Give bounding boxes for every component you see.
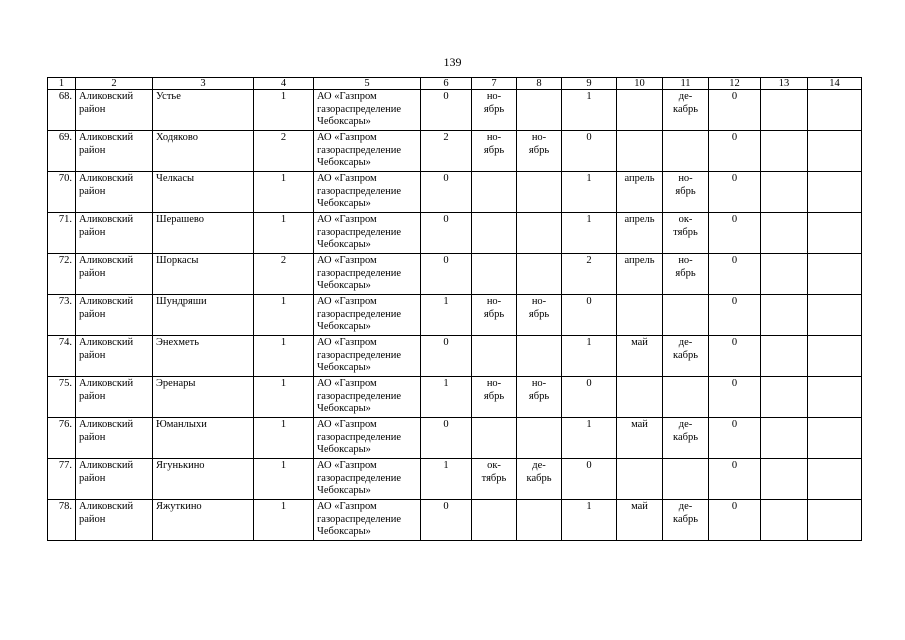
- col9-cell: 0: [562, 131, 617, 172]
- col11-month-cell-line: но-: [678, 173, 693, 184]
- col11-month-cell-line: кабрь: [673, 349, 698, 361]
- table-row: [48, 418, 862, 459]
- column-number-header: 12: [709, 78, 761, 90]
- col7-month-cell: [472, 213, 517, 254]
- col13-cell: [761, 500, 808, 541]
- settlement-cell: Ходяково: [153, 131, 254, 172]
- col12-cell: 0: [709, 500, 761, 541]
- column-number-header: 4: [254, 78, 314, 90]
- col8-month-cell: [517, 213, 562, 254]
- col11-month-cell-line: де-: [678, 337, 693, 348]
- column-number-header: 8: [517, 78, 562, 90]
- col10-month-cell: [617, 377, 663, 418]
- organization-cell: АО «Газпром газораспределение Чебоксары»: [314, 131, 421, 172]
- district-cell: Аликовский район: [76, 336, 153, 377]
- col8-month-cell-line: но-: [531, 296, 547, 307]
- organization-cell: АО «Газпром газораспределение Чебоксары»: [314, 377, 421, 418]
- settlement-cell: Челкасы: [153, 172, 254, 213]
- col4-cell: 1: [254, 500, 314, 541]
- col13-cell: [761, 377, 808, 418]
- col11-month-cell-line: де-: [678, 501, 693, 512]
- col13-cell: [761, 295, 808, 336]
- col11-month-cell-line: но-: [678, 255, 693, 266]
- col6-cell: 2: [421, 131, 472, 172]
- col7-month-cell: [472, 336, 517, 377]
- col7-month-cell-line: ябрь: [483, 390, 505, 402]
- col9-cell: 0: [562, 459, 617, 500]
- settlement-cell: Энехметь: [153, 336, 254, 377]
- col8-month-cell: [517, 377, 562, 418]
- col6-cell: 0: [421, 336, 472, 377]
- col11-month-cell-line: де-: [678, 91, 693, 102]
- col8-month-cell-line: ябрь: [528, 308, 550, 320]
- col6-cell: 1: [421, 295, 472, 336]
- row-number: 74.: [48, 336, 76, 377]
- col6-cell: 1: [421, 459, 472, 500]
- column-number-header: 3: [153, 78, 254, 90]
- col12-cell: 0: [709, 377, 761, 418]
- col14-cell: [808, 172, 862, 213]
- column-number-header: 6: [421, 78, 472, 90]
- organization-cell: АО «Газпром газораспределение Чебоксары»: [314, 90, 421, 131]
- col14-cell: [808, 90, 862, 131]
- col4-cell: 1: [254, 213, 314, 254]
- col10-month-cell: [617, 131, 663, 172]
- column-number-header: 7: [472, 78, 517, 90]
- col14-cell: [808, 295, 862, 336]
- col13-cell: [761, 336, 808, 377]
- table-row: [48, 295, 862, 336]
- col7-month-cell: [472, 131, 517, 172]
- row-number: 76.: [48, 418, 76, 459]
- settlement-cell: Шундряши: [153, 295, 254, 336]
- col7-month-cell-line: но-: [486, 132, 502, 143]
- col4-cell: 1: [254, 459, 314, 500]
- table-row: [48, 90, 862, 131]
- col11-month-cell: [663, 336, 709, 377]
- col8-month-cell-line: но-: [531, 132, 547, 143]
- organization-cell: АО «Газпром газораспределение Чебоксары»: [314, 254, 421, 295]
- district-cell: Аликовский район: [76, 213, 153, 254]
- col11-month-cell-line: де-: [678, 419, 693, 430]
- organization-cell: АО «Газпром газораспределение Чебоксары»: [314, 172, 421, 213]
- district-cell: Аликовский район: [76, 459, 153, 500]
- col12-cell: 0: [709, 172, 761, 213]
- col8-month-cell-line: ябрь: [528, 144, 550, 156]
- col7-month-cell-line: ок-: [487, 460, 501, 471]
- col14-cell: [808, 418, 862, 459]
- table-body: [48, 90, 862, 541]
- col6-cell: 1: [421, 377, 472, 418]
- table-row: [48, 254, 862, 295]
- col10-month-cell: [617, 295, 663, 336]
- column-number-header: 1: [48, 78, 76, 90]
- col4-cell: 1: [254, 90, 314, 131]
- column-number-header: 2: [76, 78, 153, 90]
- table-row: [48, 377, 862, 418]
- col12-cell: 0: [709, 295, 761, 336]
- col10-month-cell: [617, 459, 663, 500]
- col8-month-cell: [517, 131, 562, 172]
- col8-month-cell: [517, 90, 562, 131]
- district-cell: Аликовский район: [76, 418, 153, 459]
- col4-cell: 2: [254, 131, 314, 172]
- col11-month-cell-line: кабрь: [673, 431, 698, 443]
- col10-month-cell: апрель: [617, 213, 663, 254]
- col8-month-cell-line: ябрь: [528, 390, 550, 402]
- gasification-table: [47, 77, 862, 541]
- col10-month-cell: май: [617, 500, 663, 541]
- col6-cell: 0: [421, 418, 472, 459]
- column-number-header: 13: [761, 78, 808, 90]
- settlement-cell: Шерашево: [153, 213, 254, 254]
- row-number: 73.: [48, 295, 76, 336]
- col12-cell: 0: [709, 418, 761, 459]
- col4-cell: 1: [254, 172, 314, 213]
- col14-cell: [808, 459, 862, 500]
- col7-month-cell: [472, 172, 517, 213]
- col13-cell: [761, 213, 808, 254]
- col14-cell: [808, 213, 862, 254]
- col14-cell: [808, 336, 862, 377]
- row-number: 77.: [48, 459, 76, 500]
- column-number-header: 14: [808, 78, 862, 90]
- col9-cell: 0: [562, 377, 617, 418]
- col10-month-cell: май: [617, 336, 663, 377]
- column-number-header: 11: [663, 78, 709, 90]
- col11-month-cell: [663, 131, 709, 172]
- table-row: [48, 172, 862, 213]
- col7-month-cell-line: тябрь: [481, 472, 507, 484]
- page-number: 139: [443, 55, 462, 69]
- table-row: [48, 500, 862, 541]
- col12-cell: 0: [709, 336, 761, 377]
- col13-cell: [761, 459, 808, 500]
- settlement-cell: Устье: [153, 90, 254, 131]
- settlement-cell: Эренары: [153, 377, 254, 418]
- settlement-cell: Юманлыхи: [153, 418, 254, 459]
- col8-month-cell: [517, 500, 562, 541]
- col8-month-cell-line: де-: [532, 460, 546, 471]
- table-row: [48, 459, 862, 500]
- col8-month-cell: [517, 418, 562, 459]
- col8-month-cell: [517, 295, 562, 336]
- column-number-header: 9: [562, 78, 617, 90]
- col11-month-cell: [663, 500, 709, 541]
- col14-cell: [808, 377, 862, 418]
- col7-month-cell-line: но-: [486, 296, 502, 307]
- row-number: 78.: [48, 500, 76, 541]
- col6-cell: 0: [421, 90, 472, 131]
- col7-month-cell: [472, 459, 517, 500]
- col7-month-cell: [472, 377, 517, 418]
- col4-cell: 1: [254, 336, 314, 377]
- col11-month-cell: [663, 172, 709, 213]
- row-number: 71.: [48, 213, 76, 254]
- col11-month-cell-line: кабрь: [673, 103, 698, 115]
- col8-month-cell-line: но-: [531, 378, 547, 389]
- col4-cell: 1: [254, 377, 314, 418]
- col8-month-cell: [517, 459, 562, 500]
- organization-cell: АО «Газпром газораспределение Чебоксары»: [314, 418, 421, 459]
- col9-cell: 0: [562, 295, 617, 336]
- table-row: [48, 336, 862, 377]
- col14-cell: [808, 500, 862, 541]
- district-cell: Аликовский район: [76, 500, 153, 541]
- col9-cell: 1: [562, 336, 617, 377]
- col12-cell: 0: [709, 131, 761, 172]
- col9-cell: 1: [562, 172, 617, 213]
- col11-month-cell: [663, 90, 709, 131]
- col11-month-cell-line: ябрь: [675, 185, 696, 197]
- col7-month-cell-line: ябрь: [483, 308, 505, 320]
- row-number: 68.: [48, 90, 76, 131]
- col7-month-cell: [472, 254, 517, 295]
- col10-month-cell: апрель: [617, 254, 663, 295]
- col10-month-cell: апрель: [617, 172, 663, 213]
- organization-cell: АО «Газпром газораспределение Чебоксары»: [314, 459, 421, 500]
- col6-cell: 0: [421, 213, 472, 254]
- col13-cell: [761, 90, 808, 131]
- settlement-cell: Яжуткино: [153, 500, 254, 541]
- col13-cell: [761, 172, 808, 213]
- district-cell: Аликовский район: [76, 254, 153, 295]
- col11-month-cell-line: ябрь: [675, 267, 696, 279]
- organization-cell: АО «Газпром газораспределение Чебоксары»: [314, 500, 421, 541]
- col9-cell: 2: [562, 254, 617, 295]
- col7-month-cell-line: но-: [486, 378, 502, 389]
- col6-cell: 0: [421, 254, 472, 295]
- organization-cell: АО «Газпром газораспределение Чебоксары»: [314, 295, 421, 336]
- row-number: 69.: [48, 131, 76, 172]
- col9-cell: 1: [562, 213, 617, 254]
- col11-month-cell: [663, 459, 709, 500]
- district-cell: Аликовский район: [76, 377, 153, 418]
- column-number-header: 5: [314, 78, 421, 90]
- col14-cell: [808, 131, 862, 172]
- col11-month-cell: [663, 295, 709, 336]
- col6-cell: 0: [421, 500, 472, 541]
- col9-cell: 1: [562, 500, 617, 541]
- col11-month-cell-line: ок-: [678, 214, 693, 225]
- col8-month-cell: [517, 254, 562, 295]
- settlement-cell: Шоркасы: [153, 254, 254, 295]
- col7-month-cell: [472, 295, 517, 336]
- col11-month-cell: [663, 377, 709, 418]
- col10-month-cell: май: [617, 418, 663, 459]
- table-row: [48, 131, 862, 172]
- district-cell: Аликовский район: [76, 131, 153, 172]
- row-number: 70.: [48, 172, 76, 213]
- col12-cell: 0: [709, 213, 761, 254]
- col8-month-cell-line: кабрь: [526, 472, 552, 484]
- row-number: 75.: [48, 377, 76, 418]
- col8-month-cell: [517, 336, 562, 377]
- col12-cell: 0: [709, 254, 761, 295]
- col8-month-cell: [517, 172, 562, 213]
- col9-cell: 1: [562, 90, 617, 131]
- col11-month-cell-line: тябрь: [673, 226, 698, 238]
- col7-month-cell-line: но-: [486, 91, 502, 102]
- col4-cell: 1: [254, 295, 314, 336]
- col6-cell: 0: [421, 172, 472, 213]
- col7-month-cell-line: ябрь: [483, 103, 505, 115]
- settlement-cell: Ягунькино: [153, 459, 254, 500]
- col13-cell: [761, 131, 808, 172]
- col7-month-cell: [472, 90, 517, 131]
- col11-month-cell: [663, 213, 709, 254]
- col11-month-cell: [663, 418, 709, 459]
- col13-cell: [761, 418, 808, 459]
- col9-cell: 1: [562, 418, 617, 459]
- col4-cell: 2: [254, 254, 314, 295]
- organization-cell: АО «Газпром газораспределение Чебоксары»: [314, 336, 421, 377]
- col11-month-cell-line: кабрь: [673, 513, 698, 525]
- table-row: [48, 213, 862, 254]
- column-number-header: 10: [617, 78, 663, 90]
- col4-cell: 1: [254, 418, 314, 459]
- col14-cell: [808, 254, 862, 295]
- column-number-row: [48, 78, 862, 90]
- district-cell: Аликовский район: [76, 172, 153, 213]
- col12-cell: 0: [709, 459, 761, 500]
- col12-cell: 0: [709, 90, 761, 131]
- district-cell: Аликовский район: [76, 295, 153, 336]
- col10-month-cell: [617, 90, 663, 131]
- row-number: 72.: [48, 254, 76, 295]
- col7-month-cell: [472, 500, 517, 541]
- col11-month-cell: [663, 254, 709, 295]
- district-cell: Аликовский район: [76, 90, 153, 131]
- col13-cell: [761, 254, 808, 295]
- col7-month-cell: [472, 418, 517, 459]
- col7-month-cell-line: ябрь: [483, 144, 505, 156]
- organization-cell: АО «Газпром газораспределение Чебоксары»: [314, 213, 421, 254]
